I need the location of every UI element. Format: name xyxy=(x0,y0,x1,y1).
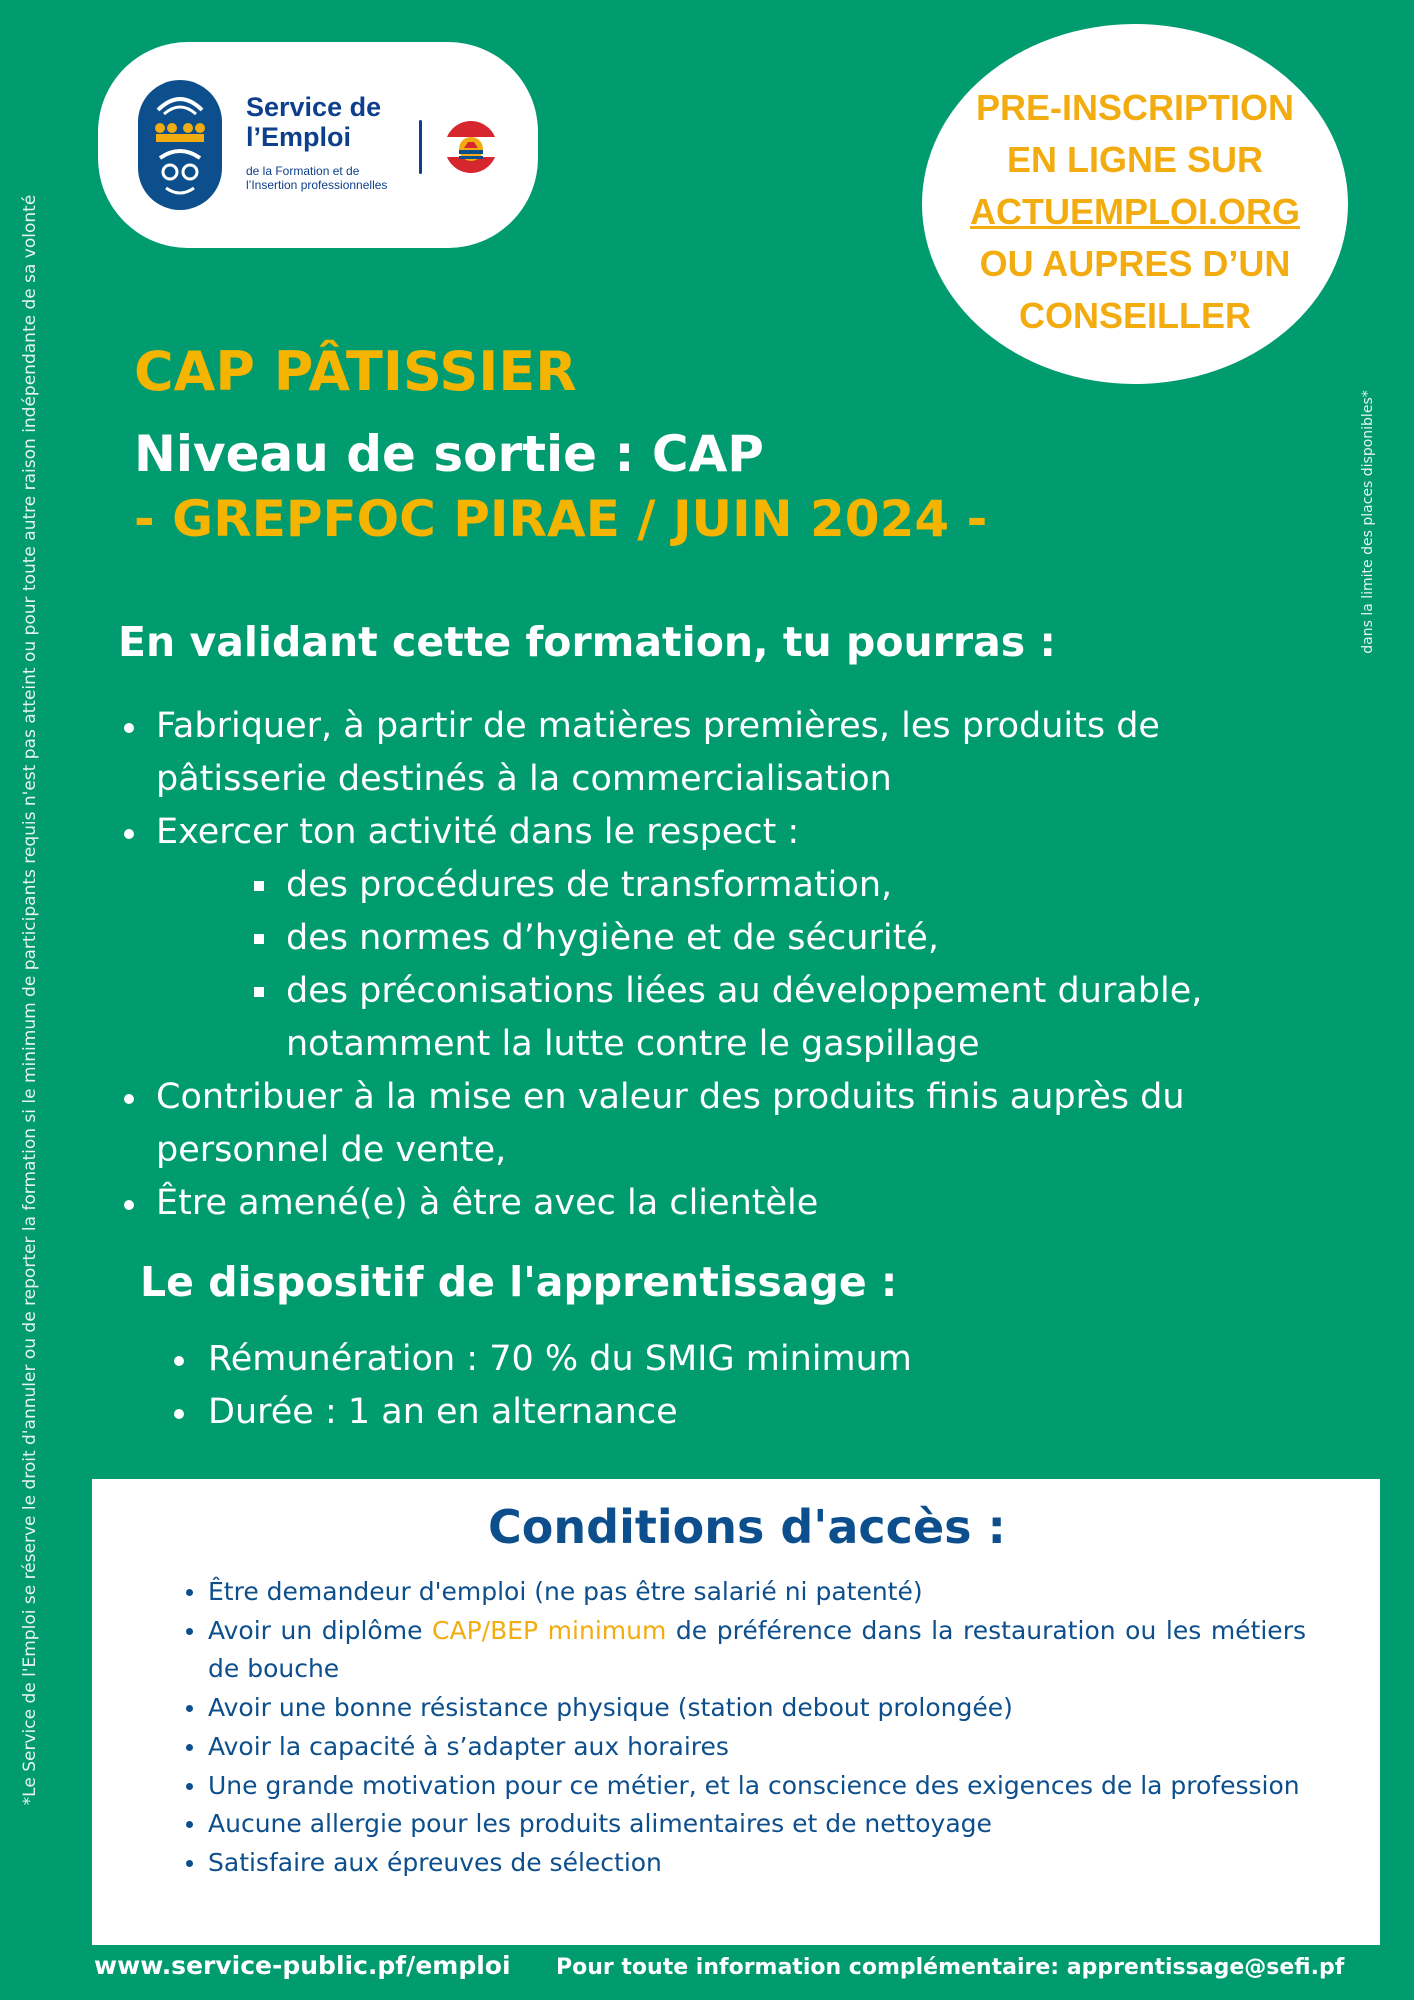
skill-subitem: des normes d’hygiène et de sécurité, xyxy=(118,912,1308,965)
contact-info: Pour toute information complémentaire: apprentissage@sefi.pf xyxy=(556,1955,1345,1980)
apprenticeship-item: Durée : 1 an en alternance xyxy=(168,1386,1268,1439)
apprenticeship-item: Rémunération : 70 % du SMIG minimum xyxy=(168,1333,1268,1386)
preinscription-badge xyxy=(922,24,1348,384)
condition-item: Avoir une bonne résistance physique (station debout prolongée) xyxy=(184,1689,1306,1728)
conditions-heading: Conditions d'accès : xyxy=(488,1500,1006,1554)
service-emploi-emblem-icon xyxy=(138,80,222,210)
skills-heading: En validant cette formation, tu pourras : xyxy=(118,618,1056,666)
condition-highlight: CAP/BEP minimum xyxy=(432,1615,667,1645)
condition-item: Être demandeur d'emploi (ne pas être salarié ni patenté) xyxy=(184,1573,1306,1612)
condition-item: Avoir la capacité à s’adapter aux horaires xyxy=(184,1728,1306,1767)
apprenticeship-heading: Le dispositif de l'apprentissage : xyxy=(140,1258,898,1306)
disclaimer-vertical-note: *Le Service de l'Emploi se réserve le droit d'annuler ou de reporter la formation si le minimum de participants requis n'est pas atteint ou pour toute autre raison indépendante de sa volonté xyxy=(20,194,40,1806)
skill-subitem: des préconisations liées au développement durable, notamment la lutte contre le gaspillage xyxy=(118,965,1308,1071)
condition-item: Une grande motivation pour ce métier, et la conscience des exigences de la profession xyxy=(184,1767,1306,1806)
condition-item: Satisfaire aux épreuves de sélection xyxy=(184,1844,1306,1883)
skill-item: Contribuer à la mise en valeur des produits finis auprès du personnel de vente, xyxy=(118,1071,1308,1177)
course-level: Niveau de sortie : CAP xyxy=(134,425,764,483)
skills-list xyxy=(118,700,1308,1230)
condition-item: Aucune allergie pour les produits alimentaires et de nettoyage xyxy=(184,1805,1306,1844)
preinscription-line: CONSEILLER xyxy=(1018,295,1251,336)
logo-title: Service de l’Emploi xyxy=(246,92,382,152)
french-polynesia-flag-icon xyxy=(444,120,498,174)
website-link[interactable]: www.service-public.pf/emploi xyxy=(94,1951,511,1980)
conditions-list xyxy=(184,1573,1306,1883)
apprenticeship-list xyxy=(168,1333,1268,1439)
availability-vertical-note: dans la limite des places disponibles* xyxy=(1360,390,1376,654)
skill-item: Être amené(e) à être avec la clientèle xyxy=(118,1177,1308,1230)
condition-item: Avoir un diplôme CAP/BEP minimum de préférence dans la restauration ou les métiers de bouche xyxy=(184,1612,1306,1689)
logo-divider xyxy=(419,120,422,174)
preinscription-line: EN LIGNE SUR xyxy=(1006,139,1264,180)
conditions-panel xyxy=(92,1479,1380,1945)
preinscription-line: OU AUPRES D’UN xyxy=(979,243,1291,284)
course-session: - GREPFOC PIRAE / JUIN 2024 - xyxy=(134,490,988,548)
skill-subitem: des procédures de transformation, xyxy=(118,859,1308,912)
service-emploi-logo-card xyxy=(98,42,538,248)
skill-item: Exercer ton activité dans le respect : xyxy=(118,806,1308,859)
skill-item: Fabriquer, à partir de matières premières, les produits de pâtisserie destinés à la commercialisation xyxy=(118,700,1308,806)
preinscription-line: PRE-INSCRIPTION xyxy=(975,87,1295,128)
logo-subtitle: de la Formation et de l’Insertion professionnelles xyxy=(246,164,388,192)
actuemploi-link[interactable]: ACTUEMPLOI.ORG xyxy=(970,191,1300,232)
course-title: CAP PÂTISSIER xyxy=(134,340,577,403)
